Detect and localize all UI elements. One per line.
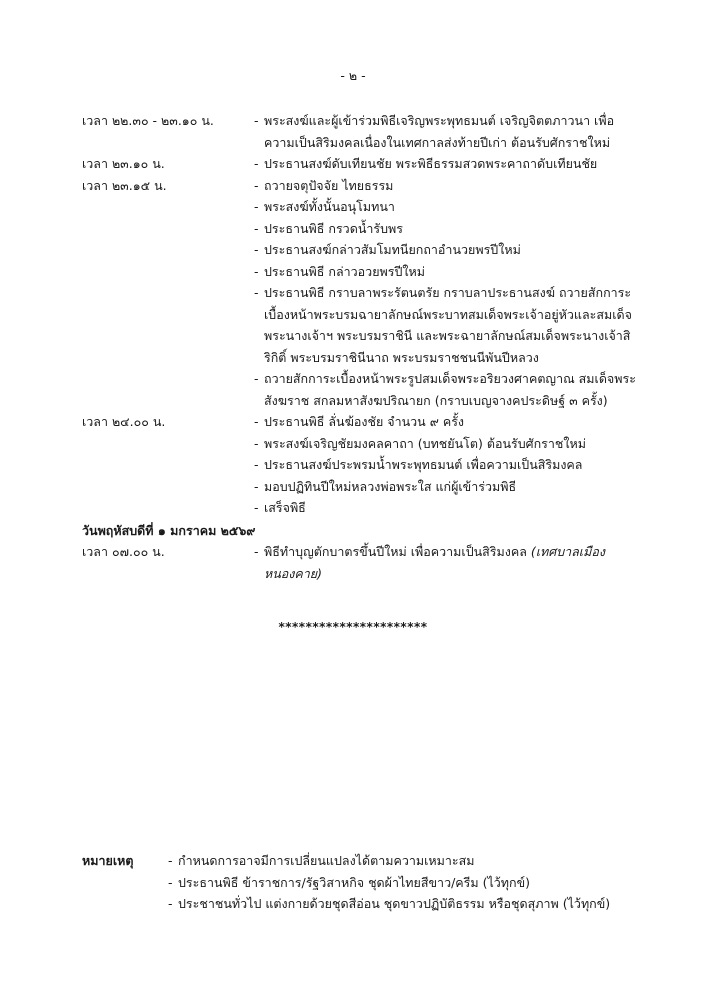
schedule-row bbox=[82, 153, 642, 175]
schedule-item: - พิธีทำบุญตักบาตรขึ้นปีใหม่ เพื่อความเป็นสิริมงคล (เทศบาลเมืองหนองคาย) bbox=[254, 544, 605, 581]
schedule-item: - ประธานพิธี กรวดน้ำรับพร bbox=[254, 220, 403, 236]
remark-item: - ประชาชนทั่วไป แต่งกายด้วยชุดสีอ่อน ชุดขาวปฏิบัติธรรม หรือชุดสุภาพ (ไว้ทุกข์) bbox=[168, 896, 611, 911]
schedule-time: เวลา ๒๒.๓๐ - ๒๓.๑๐ น. bbox=[82, 113, 214, 128]
remarks-items bbox=[168, 850, 642, 915]
schedule-item: - ประธานพิธี ลั่นฆ้องชัย จำนวน ๙ ครั้ง bbox=[254, 414, 465, 429]
schedule-item: - ประธานพิธี กล่าวอวยพรปีใหม่ bbox=[254, 263, 425, 279]
venue: (เทศบาลเมืองหนองคาย) bbox=[264, 544, 605, 581]
schedule-item: - มอบปฏิทินปีใหม่หลวงพ่อพระใส แก่ผู้เข้าร่วมพิธี bbox=[254, 478, 517, 494]
schedule-item: - พระสงฆ์ทั้งนั้นอนุโมทนา bbox=[254, 199, 395, 214]
schedule-items bbox=[254, 110, 642, 153]
schedule-items bbox=[254, 541, 642, 584]
schedule-item: - ประธานสงฆ์ดับเทียนชัย พระพิธีธรรมสวดพระคาถาดับเทียนชัย bbox=[254, 156, 598, 171]
schedule-item: - ถวายสักการะเบื้องหน้าพระรูปสมเด็จพระอริยวงศาคตญาณ สมเด็จพระสังฆราช สกลมหาสังฆปริณายก (กราบเบญจางคประดิษฐ์ ๓ ครั้ง) bbox=[254, 371, 636, 408]
schedule-row bbox=[82, 110, 642, 153]
schedule-time: เวลา ๐๗.๐๐ น. bbox=[82, 544, 165, 559]
schedule-items bbox=[254, 175, 642, 412]
schedule-item: - ประธานสงฆ์กล่าวสัมโมทนียกถาอำนวยพรปีใหม่ bbox=[254, 242, 521, 257]
schedule-row bbox=[82, 541, 642, 584]
schedule-item: - พระสงฆ์เจริญชัยมงคลคาถา (บทชยันโต) ต้อนรับศักราชใหม่ bbox=[254, 435, 586, 451]
schedule-time: เวลา ๒๓.๑๕ น. bbox=[82, 177, 167, 193]
schedule bbox=[82, 110, 642, 584]
remarks bbox=[82, 850, 642, 915]
remark-item: - กำหนดการอาจมีการเปลี่ยนแปลงได้ตามความเหมาะสม bbox=[168, 853, 475, 868]
separator: ********************** bbox=[278, 620, 428, 634]
schedule-item: - พระสงฆ์และผู้เข้าร่วมพิธีเจริญพระพุทธมนต์ เจริญจิตตภาวนา เพื่อความเป็นสิริมงคลเนื่องในเทศกาลส่งท้ายปีเก่า ต้อนรับศักราชใหม่ bbox=[254, 113, 615, 150]
schedule-time: เวลา ๒๔.๐๐ น. bbox=[82, 414, 166, 429]
schedule-item: - ประธานสงฆ์ประพรมน้ำพระพุทธมนต์ เพื่อความเป็นสิริมงคล bbox=[254, 457, 583, 472]
schedule-item: - เสร็จพิธี bbox=[254, 500, 306, 515]
schedule-item: - ถวายจตุปัจจัย ไทยธรรม bbox=[254, 177, 394, 193]
remark-item: - ประธานพิธี ข้าราชการ/รัฐวิสาหกิจ ชุดผ้าไทยสีขาว/ครีม (ไว้ทุกข์) bbox=[168, 874, 530, 890]
schedule-items bbox=[254, 411, 642, 519]
schedule-row bbox=[82, 411, 642, 519]
schedule-item: - ประธานพิธี กราบลาพระรัตนตรัย กราบลาประธานสงฆ์ ถวายสักการะเบื้องหน้าพระบรมฉายาลักษณ์พระบาทสมเด็จพระเจ้าอยู่หัวและสมเด็จพระนางเจ้าฯ พระบรมราชินี และพระฉายาลักษณ์สมเด็จพระนางเจ้าสิริกิติ์ พระบรมราชินีนาถ พระบรมราชชนนีพันปีหลวง bbox=[254, 285, 632, 365]
schedule-time: เวลา ๒๓.๑๐ น. bbox=[82, 156, 165, 171]
page-number: - ๒ - bbox=[340, 68, 366, 83]
remarks-label: หมายเหตุ bbox=[82, 853, 134, 868]
schedule-items bbox=[254, 153, 642, 175]
schedule-row bbox=[82, 175, 642, 412]
day-heading: วันพฤหัสบดีที่ ๑ มกราคม ๒๕๖๙ bbox=[82, 522, 256, 538]
